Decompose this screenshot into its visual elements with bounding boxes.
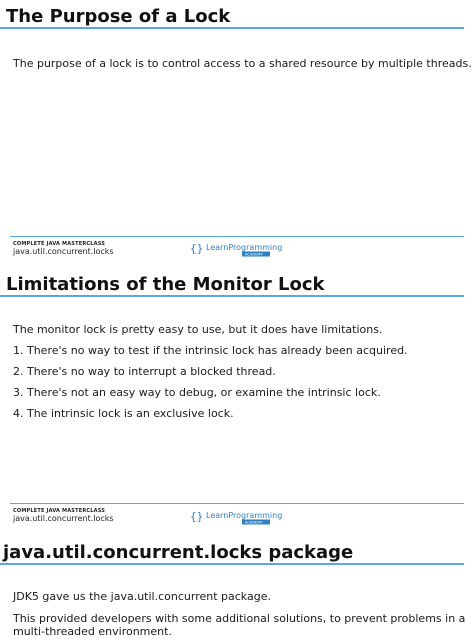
footer-topic: java.util.concurrent.locks	[13, 514, 114, 523]
slide-title: java.util.concurrent.locks package	[3, 542, 354, 563]
slide-monitor-lock-limitations	[0, 268, 474, 536]
title-divider	[0, 27, 464, 29]
learnprogramming-logo	[190, 508, 283, 525]
list-item: 3. There's not an easy way to debug, or examine the intrinsic lock.	[13, 386, 381, 399]
slide-locks-package	[0, 536, 474, 638]
slide-body-text: The purpose of a lock is to control access to a shared resource by multiple threads.	[13, 57, 472, 70]
footer-topic: java.util.concurrent.locks	[13, 247, 114, 256]
slide-body-text: multi-threaded environment.	[13, 625, 172, 638]
learnprogramming-logo	[190, 240, 283, 257]
slide-body-text: This provided developers with some additional solutions, to prevent problems in a	[13, 612, 466, 625]
footer-divider	[10, 236, 464, 237]
slide-body-text: JDK5 gave us the java.util.concurrent package.	[13, 590, 271, 603]
logo-wordmark: LearnProgramming	[206, 243, 283, 252]
title-divider	[0, 563, 464, 565]
logo-brace-icon: {}	[190, 510, 204, 523]
slide-purpose-of-lock	[0, 0, 474, 268]
slide-title: Limitations of the Monitor Lock	[6, 274, 325, 295]
slide-title: The Purpose of a Lock	[6, 6, 231, 27]
footer-divider	[10, 503, 464, 504]
footer-course-caption: COMPLETE JAVA MASTERCLASS	[13, 241, 106, 247]
logo-wordmark: LearnProgramming	[206, 511, 283, 520]
list-item: 2. There's no way to interrupt a blocked thread.	[13, 365, 276, 378]
list-item: 1. There's no way to test if the intrinsic lock has already been acquired.	[13, 344, 408, 357]
logo-academy: ACADEMY	[245, 252, 263, 257]
title-divider	[0, 295, 464, 297]
logo-brace-icon: {}	[190, 242, 204, 255]
logo-academy: ACADEMY	[245, 520, 263, 525]
slide-body-text: The monitor lock is pretty easy to use, but it does have limitations.	[13, 323, 383, 336]
list-item: 4. The intrinsic lock is an exclusive lock.	[13, 407, 234, 420]
footer-course-caption: COMPLETE JAVA MASTERCLASS	[13, 508, 106, 514]
